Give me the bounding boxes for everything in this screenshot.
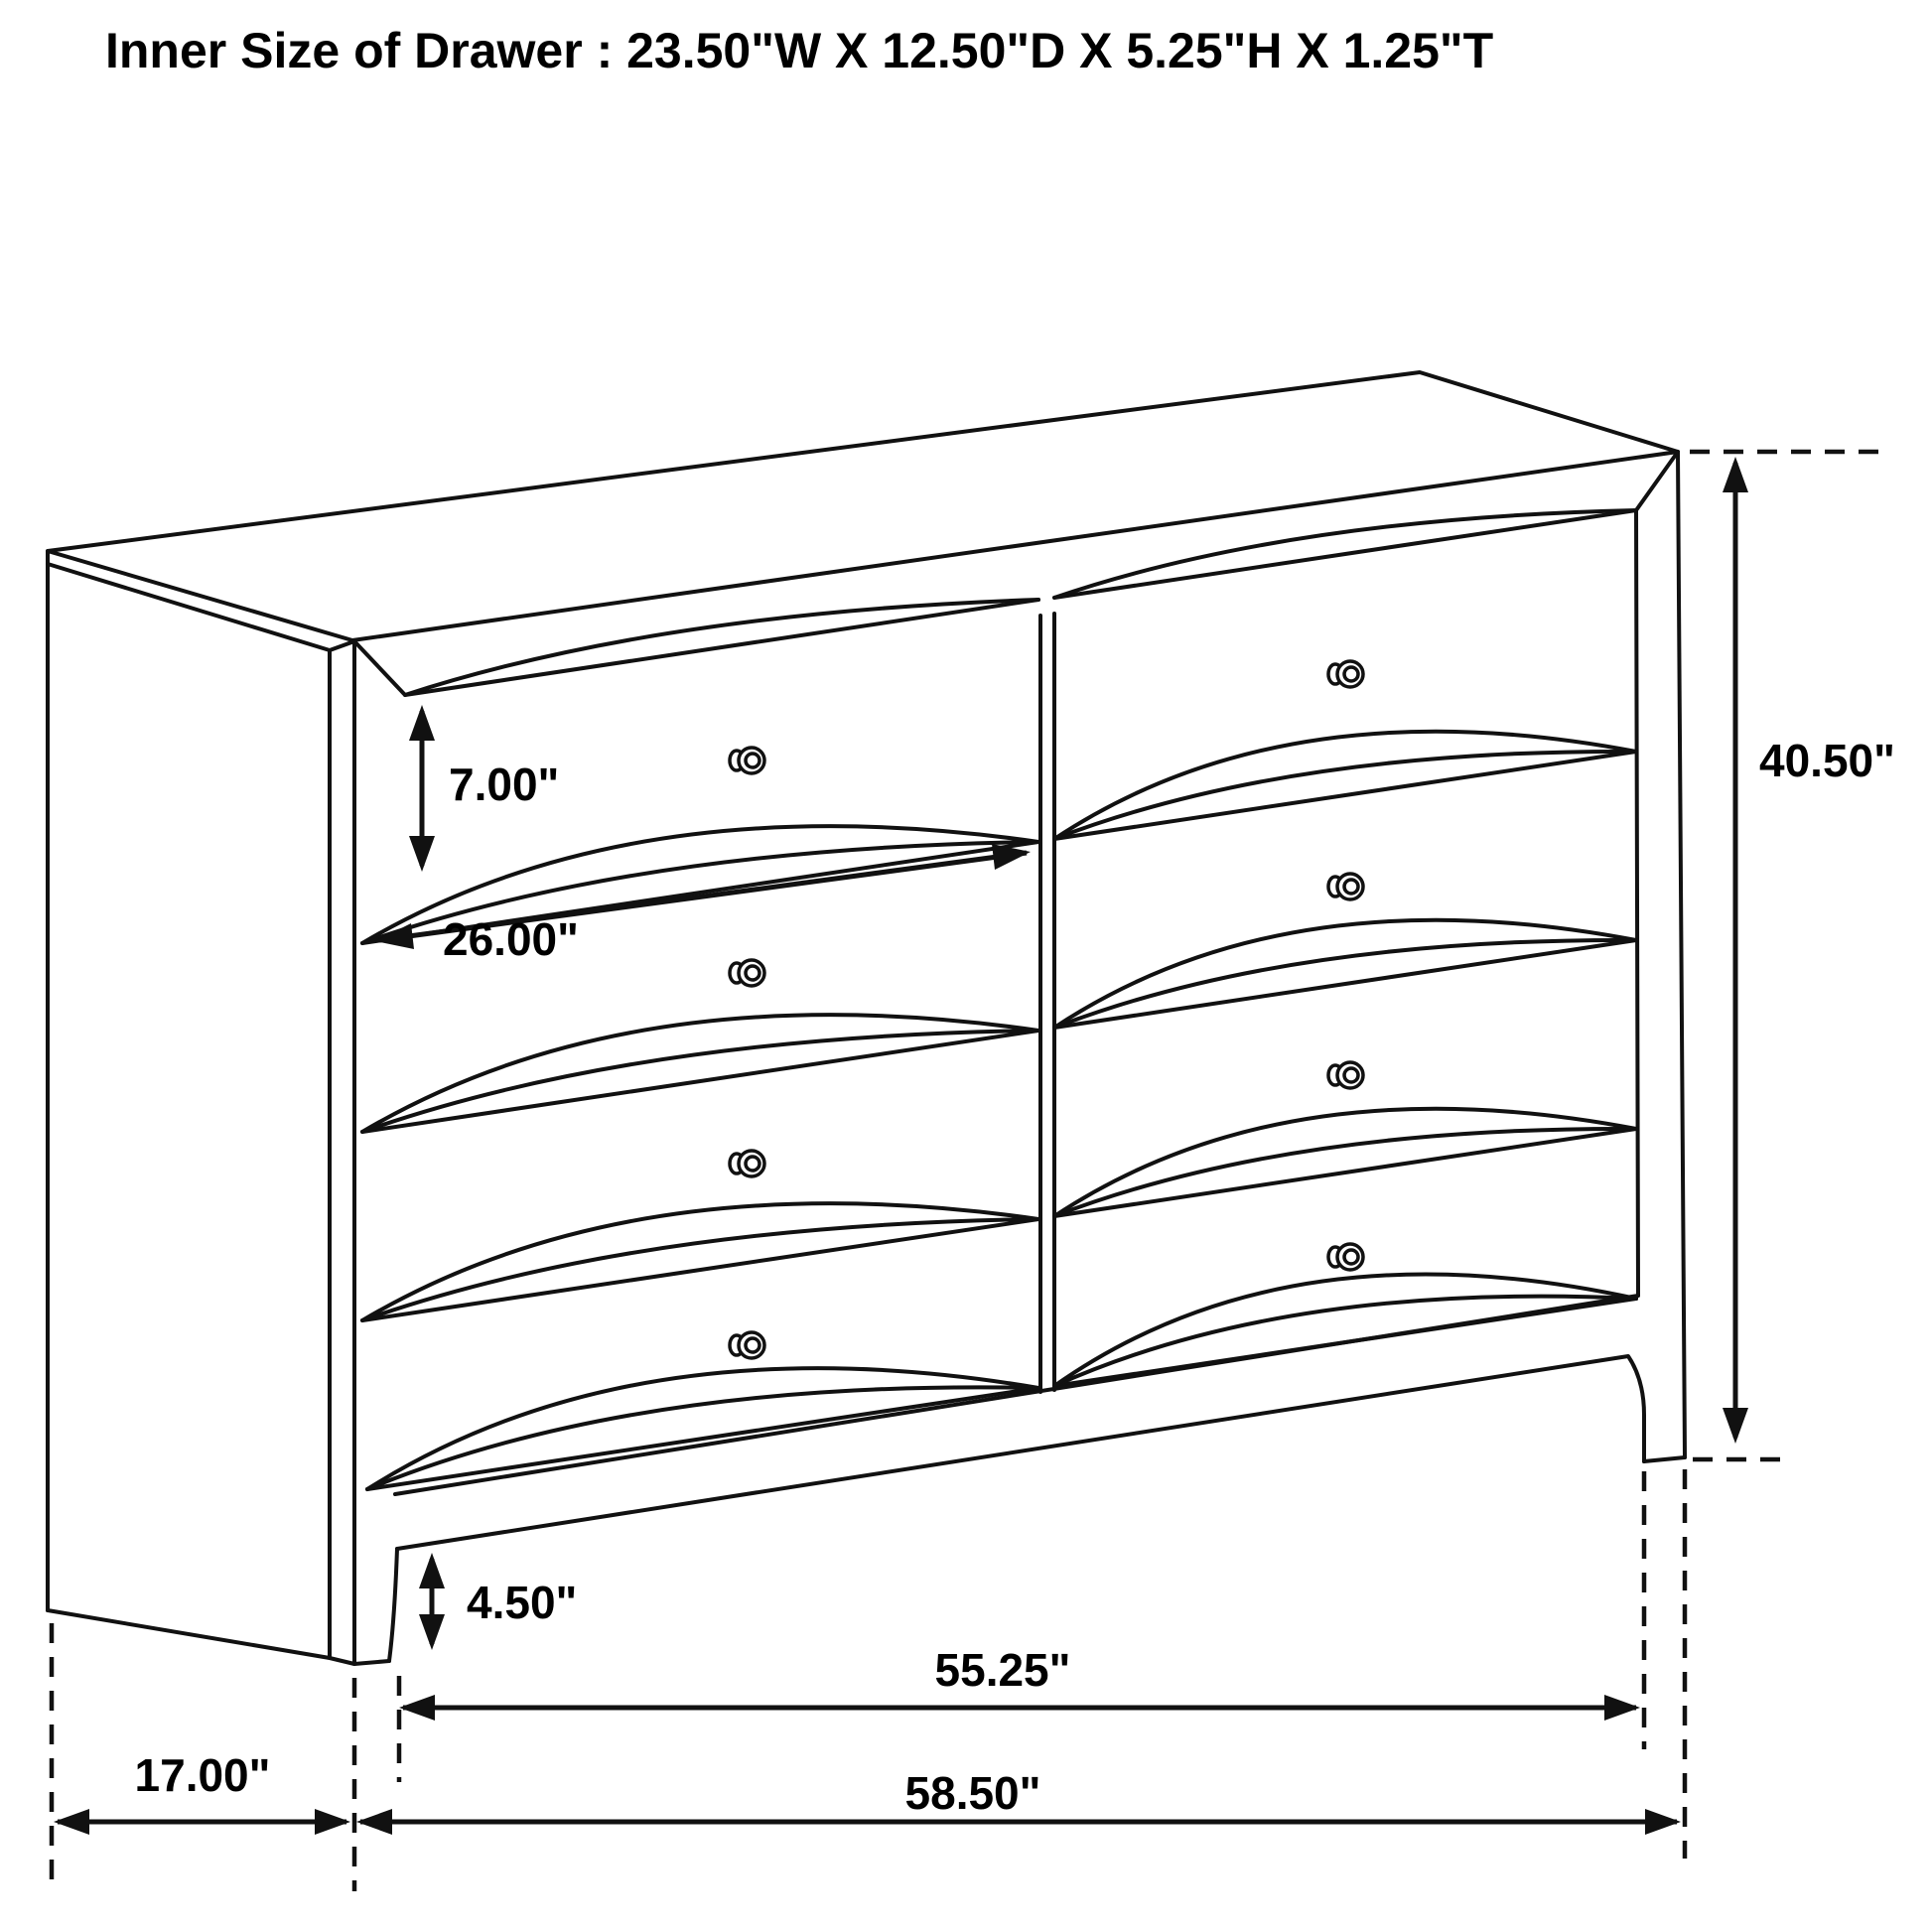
dim-label-drawer-face-width: 26.00" bbox=[443, 913, 579, 965]
center-divider bbox=[1040, 614, 1054, 1392]
left-column-drawer-curves bbox=[362, 600, 1038, 1489]
knob-right-4 bbox=[1328, 1244, 1363, 1270]
page-title: Inner Size of Drawer : 23.50"W X 12.50"D X 5.25"H X 1.25"T bbox=[105, 23, 1494, 78]
dim-base-height bbox=[419, 1553, 577, 1650]
dim-drawer-face-width bbox=[375, 844, 1031, 965]
front-top-left-bevel bbox=[354, 641, 405, 695]
dim-overall-width bbox=[356, 1767, 1681, 1835]
dresser-left-side-panel bbox=[48, 551, 354, 1664]
knob-right-1 bbox=[1328, 661, 1363, 687]
dim-label-overall-width: 58.50" bbox=[904, 1767, 1041, 1819]
knob-left-3 bbox=[730, 1151, 764, 1176]
knob-right-3 bbox=[1328, 1062, 1363, 1088]
knob-left-2 bbox=[730, 960, 764, 986]
knob-right-2 bbox=[1328, 874, 1363, 899]
dresser-top-face bbox=[48, 372, 1678, 640]
left-front-foot bbox=[354, 1549, 397, 1664]
dim-label-base-height: 4.50" bbox=[467, 1577, 578, 1628]
dim-side-depth bbox=[54, 1749, 350, 1835]
knob-left-4 bbox=[730, 1332, 764, 1358]
dim-overall-height bbox=[1723, 457, 1895, 1444]
dim-label-inner-leg-width: 55.25" bbox=[934, 1644, 1071, 1696]
dim-drawer-face-height bbox=[409, 705, 559, 872]
right-front-foot bbox=[1644, 1457, 1685, 1461]
dim-inner-leg-width bbox=[399, 1644, 1640, 1721]
dim-label-overall-height: 40.50" bbox=[1759, 735, 1895, 786]
dim-label-side-depth: 17.00" bbox=[134, 1749, 271, 1801]
knob-left-1 bbox=[730, 748, 764, 773]
dresser-right-edge bbox=[1636, 452, 1685, 1457]
dim-label-drawer-face-height: 7.00" bbox=[449, 759, 560, 810]
drawer-knobs bbox=[730, 661, 1363, 1358]
bottom-apron bbox=[395, 1296, 1644, 1549]
front-top-right-bevel bbox=[1636, 452, 1678, 510]
dresser-line-art bbox=[48, 372, 1685, 1664]
